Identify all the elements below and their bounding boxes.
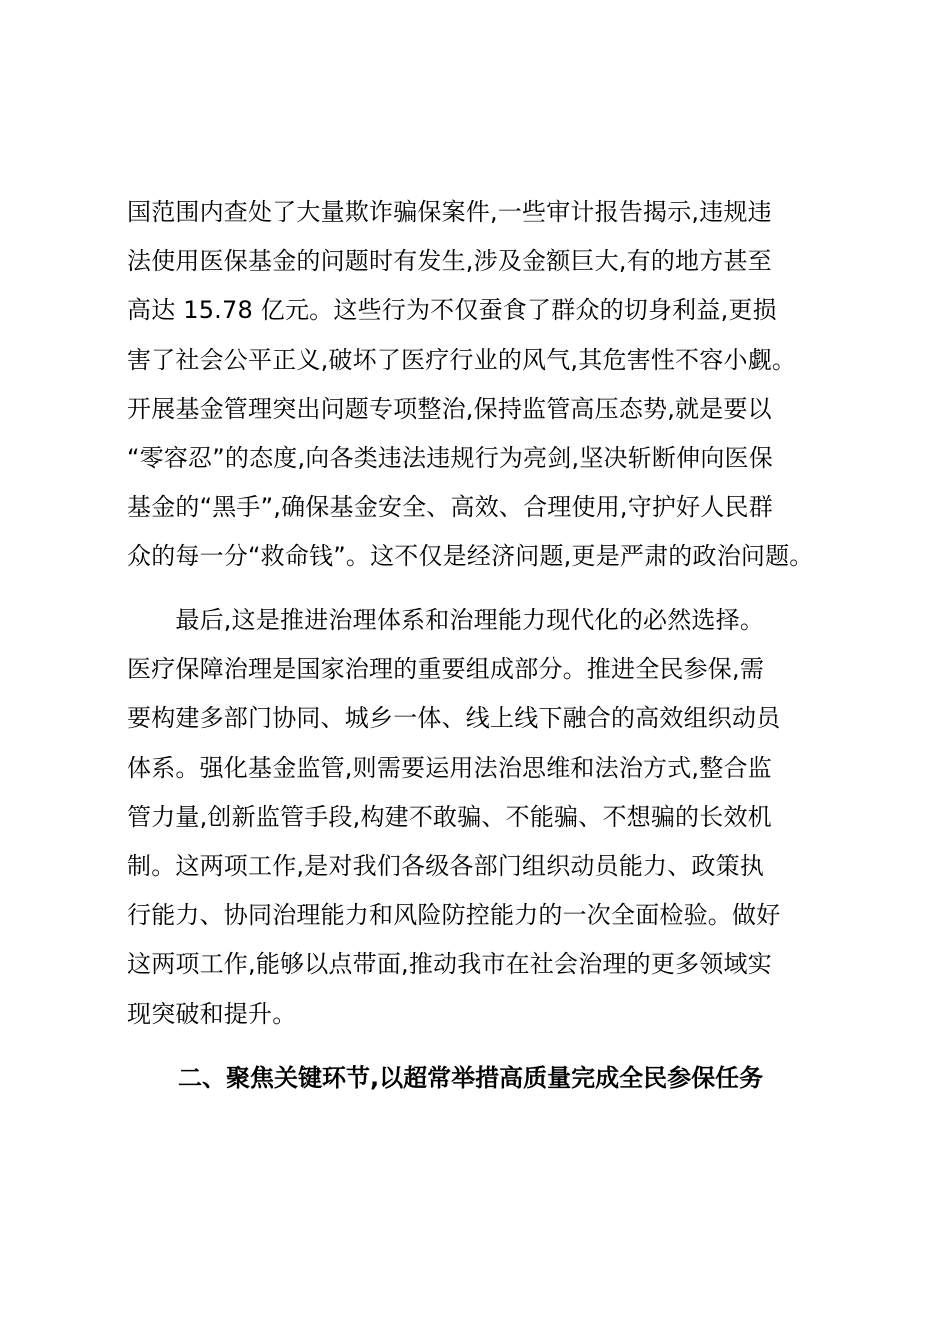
paragraph-governance (127, 596, 847, 1039)
text-line: 害了社会公平正义,破坏了医疗行业的风气,其危害性不容小觑。 (127, 345, 797, 374)
text-line: 体系。强化基金监管,则需要运用法治思维和法治方式,整合监 (127, 753, 772, 782)
text-line: 国范围内查处了大量欺诈骗保案件,一些审计报告揭示,违规违 (127, 198, 772, 226)
text-line: 这两项工作,能够以点带面,推动我市在社会治理的更多领域实 (127, 950, 772, 979)
text-line: 最后,这是推进治理体系和治理能力现代化的必然选择。 (127, 606, 765, 634)
text-line: “零容忍”的态度,向各类违法违规行为亮剑,坚决斩断伸向医保 (127, 444, 773, 473)
text-line: 开展基金管理突出问题专项整治,保持监管高压态势,就是要以 (127, 394, 772, 423)
text-line: 管力量,创新监管手段,构建不敢骗、不能骗、不想骗的长效机 (127, 802, 772, 831)
text-line: 现突破和提升。 (127, 999, 297, 1028)
text-line: 高达 15.78 亿元。这些行为不仅蚕食了群众的切身利益,更损 (127, 296, 777, 325)
text-line: 要构建多部门协同、城乡一体、线上线下融合的高效组织动员 (127, 704, 781, 733)
text-line: 制。这两项工作,是对我们各级各部门组织动员能力、政策执 (127, 852, 765, 881)
text-line: 基金的“黑手”,确保基金安全、高效、合理使用,守护好人民群 (127, 493, 773, 522)
text-line: 医疗保障治理是国家治理的重要组成部分。推进全民参保,需 (127, 655, 765, 684)
text-line: 法使用医保基金的问题时有发生,涉及金额巨大,有的地方甚至 (127, 247, 772, 276)
section-heading: 二、聚焦关键环节,以超常举措高质量完成全民参保任务 (178, 1064, 764, 1092)
text-line: 众的每一分“救命钱”。这不仅是经济问题,更是严肃的政治问题。 (127, 542, 814, 571)
text-line: 行能力、协同治理能力和风险防控能力的一次全面检验。做好 (127, 901, 781, 930)
paragraph-fraud-cases (127, 188, 847, 582)
